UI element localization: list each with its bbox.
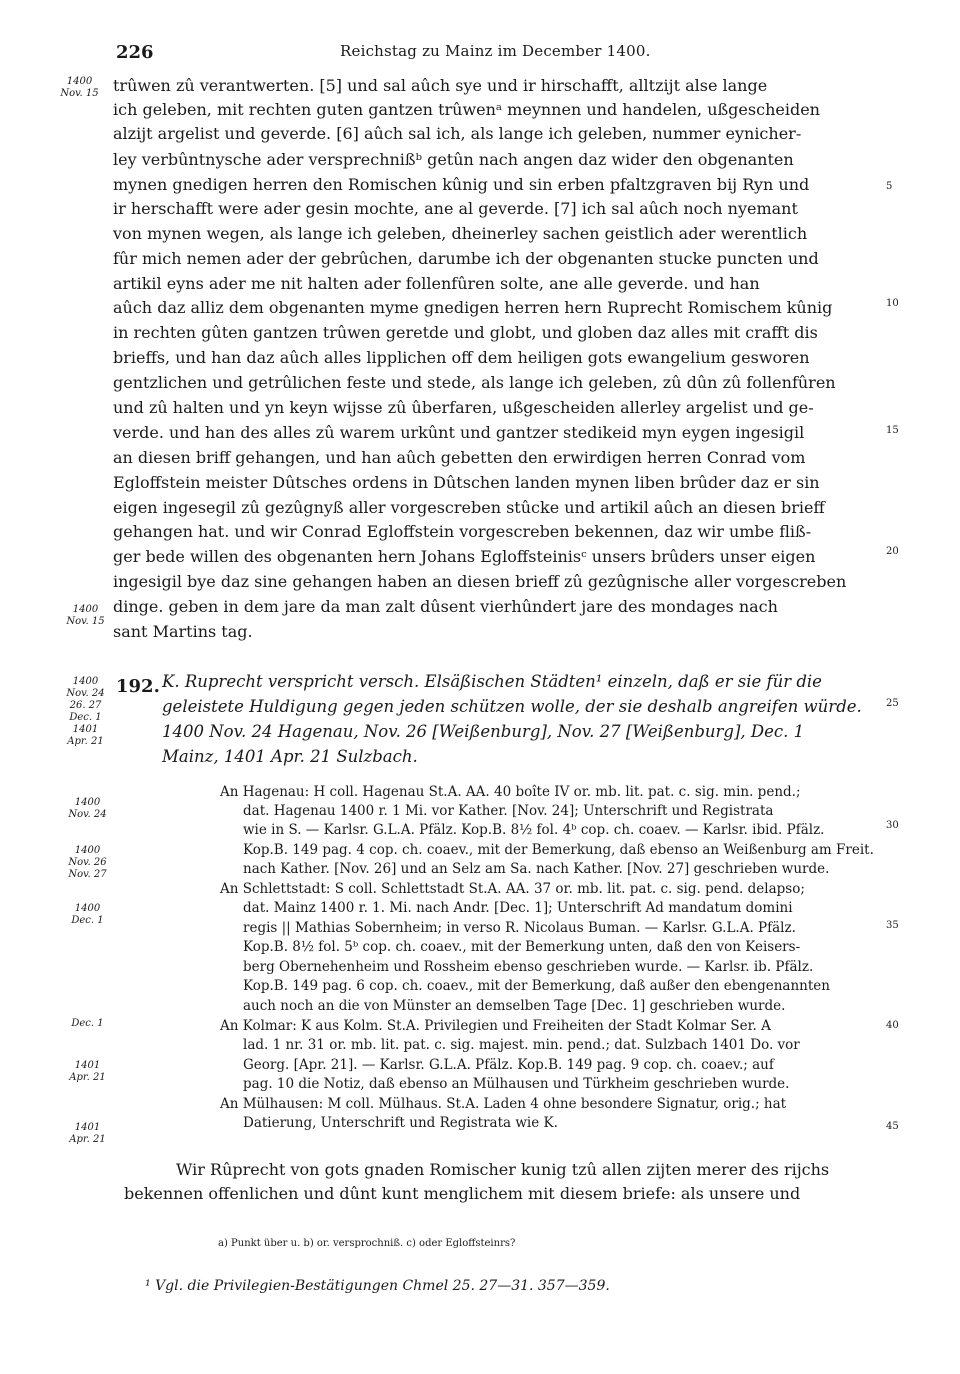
margin-date [60, 903, 115, 927]
line-number: 10 [886, 298, 899, 309]
margin-day: Apr. 21 [67, 736, 104, 747]
text-line: artikil eyns ader me nit halten ader follenfûren solte, ane alle geverde. und han [113, 274, 760, 293]
text-line: und zû halten und yn keyn wijsse zû ûberfaren, ußgescheiden allerley argelist und ge- [113, 398, 814, 417]
margin-date [60, 797, 115, 821]
margin-day: Dec. 1 [69, 712, 102, 723]
margin-year: 1400 [74, 903, 101, 914]
text-line: ich geleben, mit rechten guten gantzen trûwenᵃ meynnen und handelen, ußgescheiden [113, 100, 820, 119]
margin-day: Dec. 1 [71, 915, 104, 926]
source-line: berg Obernehenheim und Rossheim ebenso geschrieben wurde. — Karlsr. ib. Pfälz. [243, 959, 814, 975]
margin-date [60, 1060, 115, 1084]
margin-year: 1400 [74, 797, 101, 808]
margin-year: 1401 [74, 1122, 101, 1133]
text-line: gehangen hat. und wir Conrad Egloffstein vorgescreben bekennen, daz wir umbe fliß- [113, 522, 812, 541]
source-line: dat. Hagenau 1400 r. 1 Mi. vor Kather. [Nov. 24]; Unterschrift und Registrata [243, 803, 774, 819]
regest-line: 1400 Nov. 24 Hagenau, Nov. 26 [Weißenburg], Nov. 27 [Weißenburg], Dec. 1 [162, 722, 805, 741]
line-number: 30 [886, 820, 899, 831]
text-line: dinge. geben in dem jare da man zalt dûsent vierhûndert jare des mondages nach [113, 597, 778, 616]
line-number: 5 [886, 181, 893, 192]
text-line: verde. und han des alles zû warem urkûnt und gantzer stedikeid myn eygen ingesigil [113, 423, 805, 442]
source-line: lad. 1 nr. 31 or. mb. lit. pat. c. sig. majest. min. pend.; dat. Sulzbach 1401 Do. vor [243, 1037, 800, 1053]
text-line: aûch daz alliz dem obgenanten myme gnedigen herren hern Ruprecht Romischem kûnig [113, 298, 833, 317]
source-line: Kop.B. 149 pag. 4 cop. ch. coaev., mit der Bemerkung, daß ebenso an Weißenburg am Freit. [243, 842, 874, 858]
margin-year: 1401 [72, 724, 99, 735]
line-number: 45 [886, 1121, 899, 1132]
margin-day: Apr. 21 [69, 1072, 106, 1083]
margin-day: Nov. 27 [68, 869, 107, 880]
text-line: trûwen zû verantwerten. [5] und sal aûch sye und ir hirschafft, alltzijt alse lange [113, 76, 768, 95]
margin-year: 1400 [74, 845, 101, 856]
source-line: wie in S. — Karlsr. G.L.A. Pfälz. Kop.B. 8½ fol. 4ᵇ cop. ch. coaev. — Karlsr. ibid. Pfälz. [243, 822, 825, 838]
source-line: An Mülhausen: M coll. Mülhaus. St.A. Laden 4 ohne besondere Signatur, orig.; hat [220, 1096, 787, 1112]
margin-date [60, 845, 115, 881]
source-line: dat. Mainz 1400 r. 1. Mi. nach Andr. [Dec. 1]; Unterschrift Ad mandatum domini [243, 900, 793, 916]
line-number: 35 [886, 920, 899, 931]
text-line: ley verbûntnysche ader versprechnißᵇ getûn nach angen daz wider den obgenanten [113, 150, 794, 169]
text-line: alzijt argelist und geverde. [6] aûch sal ich, als lange ich geleben, nummer eynicher- [113, 124, 802, 143]
margin-day: Nov. 24 [66, 688, 105, 699]
text-line: bekennen offenlichen und dûnt kunt menglichem mit diesem briefe: als unsere und [124, 1184, 801, 1203]
critical-apparatus: a) Punkt über u. b) or. versprochniß. c) oder Egloffsteinrs? [218, 1238, 516, 1249]
margin-day: Nov. 15 [66, 616, 105, 627]
text-line: an diesen briff gehangen, und han aûch gebetten den erwirdigen herren Conrad vom [113, 448, 806, 467]
margin-day: 26. 27 [69, 700, 102, 711]
margin-day: Nov. 15 [60, 88, 99, 99]
page-number: 226 [116, 42, 154, 63]
margin-date [60, 1018, 115, 1030]
margin-day: Dec. 1 [71, 1018, 104, 1029]
regest-line: geleistete Huldigung gegen jeden schützen wolle, der sie deshalb angreifen würde. [162, 697, 862, 716]
margin-date [60, 1122, 115, 1146]
source-line: An Kolmar: K aus Kolm. St.A. Privilegien und Freiheiten der Stadt Kolmar Ser. A [220, 1018, 771, 1034]
line-number: 25 [886, 698, 899, 709]
margin-day: Nov. 26 [68, 857, 107, 868]
text-line: mynen gnedigen herren den Romischen kûnig und sin erben pfaltzgraven bij Ryn und [113, 175, 810, 194]
entry-margin-dates [58, 676, 113, 748]
source-line: Kop.B. 149 pag. 6 cop. ch. coaev., mit der Bemerkung, daß außer den ebengenannten [243, 978, 830, 994]
text-line: ingesigil bye daz sine gehangen haben an diesen brieff zû gezûgnische aller vorgescreben [113, 572, 847, 591]
source-line: nach Kather. [Nov. 26] und an Selz am Sa. nach Kather. [Nov. 27] geschrieben wurde. [243, 861, 830, 877]
text-line: ir herschafft were ader gesin mochte, ane al geverde. [7] ich sal aûch noch nyemant [113, 199, 798, 218]
text-line: in rechten gûten gantzen trûwen geretde und globt, und globen daz alles mit crafft dis [113, 323, 818, 342]
margin-year: 1400 [72, 676, 99, 687]
line-number: 40 [886, 1020, 899, 1031]
margin-date [58, 604, 113, 628]
source-line: auch noch an die von Münster an demselben Tage [Dec. 1] geschrieben wurde. [243, 998, 786, 1014]
source-line: Kop.B. 8½ fol. 5ᵇ cop. ch. coaev., mit der Bemerkung unten, daß den von Keisers- [243, 939, 801, 955]
text-line: sant Martins tag. [113, 622, 253, 641]
text-line: von mynen wegen, als lange ich geleben, dheinerley sachen geistlich ader werentlich [113, 224, 808, 243]
text-line: brieffs, und han daz aûch alles lipplichen off dem heiligen gots ewangelium gesworen [113, 348, 810, 367]
margin-year: 1401 [74, 1060, 101, 1071]
text-line: Egloffstein meister Dûtsches ordens in Dûtschen landen mynen liben brûder daz er sin [113, 473, 820, 492]
source-line: An Hagenau: H coll. Hagenau St.A. AA. 40 boîte IV or. mb. lit. pat. c. sig. min. pend.; [220, 784, 801, 800]
entry-number: 192. [116, 676, 160, 697]
line-number: 15 [886, 425, 899, 436]
line-number: 20 [886, 546, 899, 557]
source-line: regis || Mathias Sobernheim; in verso R. Nicolaus Buman. — Karlsr. G.L.A. Pfälz. [243, 920, 796, 936]
regest-line: K. Ruprecht verspricht versch. Elsäßischen Städten¹ einzeln, daß er sie für die [162, 672, 822, 691]
running-title: Reichstag zu Mainz im December 1400. [340, 42, 651, 60]
margin-day: Apr. 21 [69, 1134, 106, 1145]
margin-date [52, 76, 107, 100]
text-line: fûr mich nemen ader der gebrûchen, darumbe ich der obgenanten stucke puncten und [113, 249, 819, 268]
text-line: eigen ingesegil zû gezûgnyß aller vorgescreben stûcke und artikil aûch an diesen brieff [113, 498, 825, 517]
regest-line: Mainz, 1401 Apr. 21 Sulzbach. [162, 747, 418, 766]
text-line: ger bede willen des obgenanten hern Johans Egloffsteinisᶜ unsers brûders unser eigen [113, 547, 816, 566]
source-line: An Schlettstadt: S coll. Schlettstadt St.A. AA. 37 or. mb. lit. pat. c. sig. pend. delapso; [220, 881, 805, 897]
historical-footnote: ¹ Vgl. die Privilegien-Bestätigungen Chmel 25. 27—31. 357—359. [145, 1278, 610, 1294]
margin-day: Nov. 24 [68, 809, 107, 820]
text-line: Wir Rûprecht von gots gnaden Romischer kunig tzû allen zijten merer des rijchs [176, 1160, 830, 1179]
margin-year: 1400 [72, 604, 99, 615]
source-line: Georg. [Apr. 21]. — Karlsr. G.L.A. Pfälz. Kop.B. 149 pag. 9 cop. ch. coaev.; auf [243, 1057, 774, 1073]
text-line: gentzlichen und getrûlichen feste und stede, als lange ich geleben, zû dûn zû follenfûren [113, 373, 836, 392]
source-line: pag. 10 die Notiz, daß ebenso an Mülhausen und Türkheim geschrieben wurde. [243, 1076, 790, 1092]
margin-year: 1400 [66, 76, 93, 87]
source-line: Datierung, Unterschrift und Registrata wie K. [243, 1115, 558, 1131]
